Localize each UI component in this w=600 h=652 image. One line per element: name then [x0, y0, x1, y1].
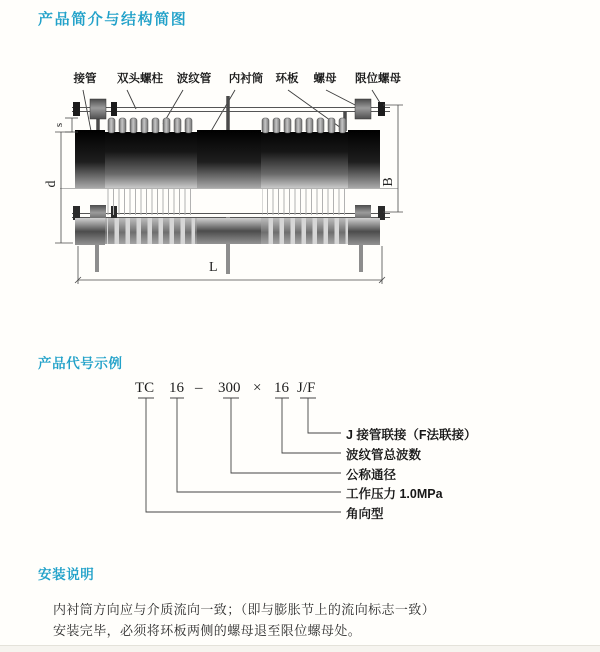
code-token-dash: –	[195, 380, 203, 396]
callout-angular-type: 角向型	[346, 507, 384, 521]
structure-diagram	[45, 66, 465, 316]
install-note-nut-position: 安装完毕，必须将环板两侧的螺母退至限位螺母处。	[53, 623, 362, 638]
part-label-nut: 螺母	[313, 73, 337, 85]
code-token-times: ×	[253, 380, 262, 396]
part-label-liner: 内衬筒	[228, 73, 264, 85]
bellows-lines-left	[107, 189, 195, 215]
code-token-type: TC	[135, 380, 155, 396]
part-label-bellows: 波纹管	[176, 73, 212, 85]
code-token-pressure: 16	[169, 380, 184, 396]
right-pipe-bottom	[348, 218, 380, 245]
section-title-intro: 产品简介与结构简图	[38, 11, 188, 28]
section-title-install: 安装说明	[38, 567, 95, 582]
expansion-joint-drawing	[45, 66, 465, 316]
left-pipe-bottom	[75, 218, 105, 245]
bellows-stripes-left	[107, 218, 195, 244]
leader-lines	[83, 90, 382, 136]
section-title-code: 产品代号示例	[38, 356, 123, 371]
part-label-limit-nut: 限位螺母	[355, 73, 401, 85]
callout-joint-type: J 接管联接（F法联接）	[346, 428, 477, 442]
dim-label-B: B	[381, 177, 396, 187]
callout-wave-count: 波纹管总波数	[346, 448, 422, 462]
right-pipe-top	[348, 130, 380, 188]
part-label-pipe: 接管	[73, 73, 97, 85]
bellows-lines-right	[262, 189, 348, 215]
inner-liner-top	[197, 130, 261, 188]
code-token-joint: J/F	[297, 380, 316, 396]
install-note-flow-direction: 内衬筒方向应与介质流向一致；（即与膨胀节上的流向标志一致）	[53, 602, 436, 617]
bellows-stripes-right	[262, 218, 348, 244]
left-pipe-top	[75, 130, 105, 188]
inner-liner-bottom	[197, 218, 261, 244]
callout-working-pressure: 工作压力 1.0MPa	[346, 487, 443, 501]
page-bottom-divider	[0, 645, 600, 652]
code-token-waves: 16	[274, 380, 289, 396]
dim-label-s: s	[53, 122, 65, 128]
product-code-example	[0, 370, 600, 535]
callout-nominal-diameter: 公称通径	[346, 468, 397, 482]
dim-label-d: d	[44, 180, 59, 188]
dim-label-L: L	[209, 260, 218, 275]
code-token-diameter: 300	[218, 380, 241, 396]
part-label-ring-plate: 环板	[275, 73, 299, 85]
part-label-stud: 双头螺柱	[117, 73, 163, 85]
